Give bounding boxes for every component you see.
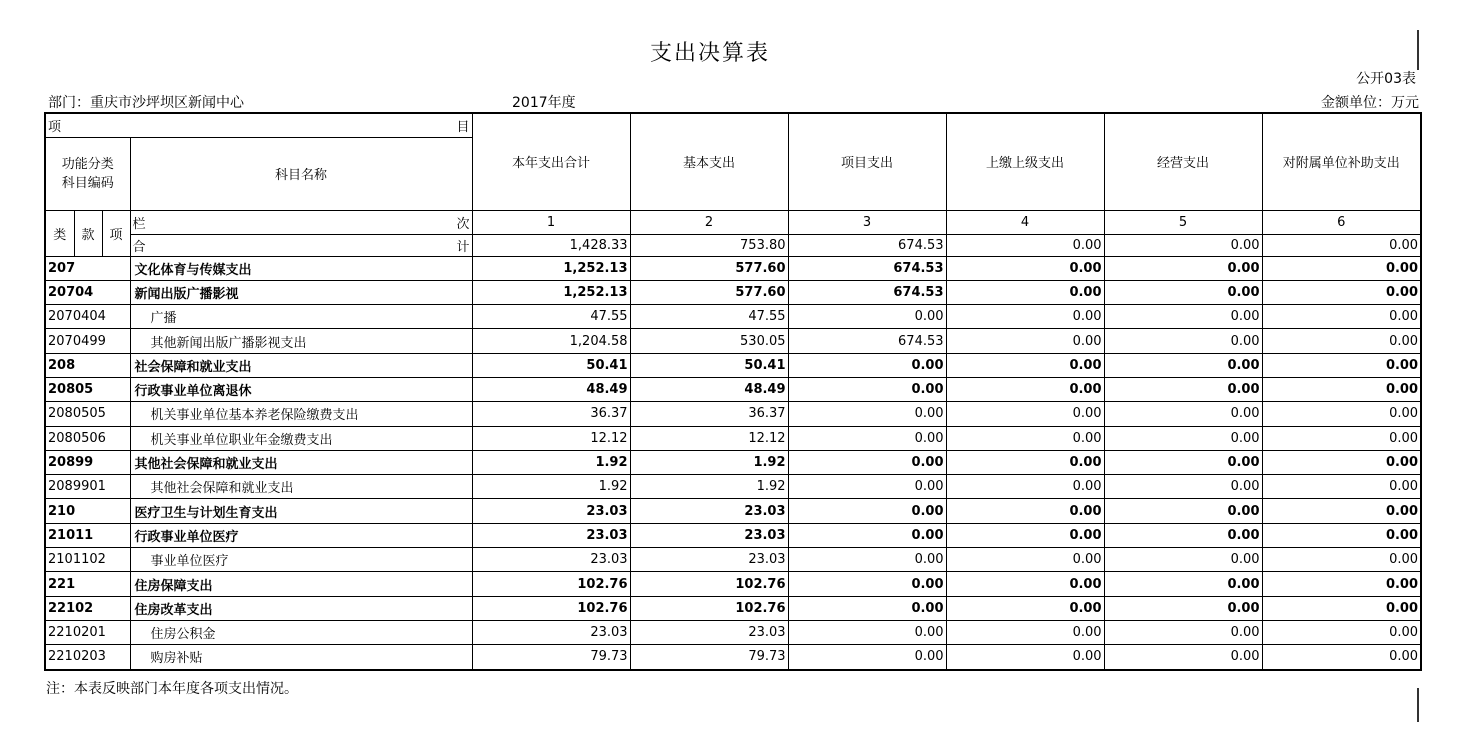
row-code: 2080506	[45, 426, 130, 450]
total-label-right: 计	[456, 239, 470, 255]
row-value-1: 50.41	[472, 353, 630, 377]
row-value-5: 0.00	[1104, 329, 1262, 353]
row-value-5: 0.00	[1104, 280, 1262, 304]
table-row	[45, 548, 1421, 572]
table-row	[45, 450, 1421, 474]
row-value-6: 0.00	[1262, 499, 1421, 523]
col-header-1: 本年支出合计	[472, 113, 630, 210]
row-value-4: 0.00	[946, 475, 1104, 499]
row-value-6: 0.00	[1262, 645, 1421, 670]
row-value-3: 674.53	[788, 256, 946, 280]
row-subject-name: 购房补贴	[130, 645, 472, 670]
row-value-3: 0.00	[788, 426, 946, 450]
row-value-1: 102.76	[472, 572, 630, 596]
row-subject-name: 广播	[130, 305, 472, 329]
row-value-5: 0.00	[1104, 572, 1262, 596]
row-subject-name: 机关事业单位基本养老保险缴费支出	[130, 402, 472, 426]
table-note: 注：本表反映部门本年度各项支出情况。	[46, 681, 298, 697]
table-row	[45, 402, 1421, 426]
table-row	[45, 499, 1421, 523]
col-header-3: 项目支出	[788, 113, 946, 210]
row-value-6: 0.00	[1262, 329, 1421, 353]
row-value-3: 674.53	[788, 329, 946, 353]
col-number-4: 4	[946, 210, 1104, 234]
row-value-1: 48.49	[472, 377, 630, 401]
row-value-3: 0.00	[788, 499, 946, 523]
table-row	[45, 523, 1421, 547]
row-value-4: 0.00	[946, 305, 1104, 329]
row-value-2: 23.03	[630, 499, 788, 523]
row-subject-name: 其他新闻出版广播影视支出	[130, 329, 472, 353]
row-value-1: 1,252.13	[472, 256, 630, 280]
row-value-5: 0.00	[1104, 548, 1262, 572]
row-value-3: 0.00	[788, 620, 946, 644]
table-row	[45, 256, 1421, 280]
table-row	[45, 353, 1421, 377]
col-number-1: 1	[472, 210, 630, 234]
row-subject-name: 住房公积金	[130, 620, 472, 644]
page-edge-mark	[1417, 30, 1419, 70]
row-value-4: 0.00	[946, 280, 1104, 304]
row-value-4: 0.00	[946, 377, 1104, 401]
row-value-1: 23.03	[472, 620, 630, 644]
row-value-1: 1.92	[472, 475, 630, 499]
total-value-3: 674.53	[788, 234, 946, 256]
table-row	[45, 426, 1421, 450]
page-title: 支出决算表	[649, 41, 770, 66]
amount-unit: 金额单位：万元	[1321, 95, 1419, 111]
col-number-3: 3	[788, 210, 946, 234]
table-row	[45, 475, 1421, 499]
row-value-2: 530.05	[630, 329, 788, 353]
row-value-1: 1,204.58	[472, 329, 630, 353]
row-value-1: 47.55	[472, 305, 630, 329]
row-value-4: 0.00	[946, 450, 1104, 474]
total-label-cell	[130, 234, 472, 256]
total-row	[45, 234, 1421, 256]
expenditure-table	[44, 112, 1422, 671]
row-code: 207	[45, 256, 130, 280]
row-code: 2210203	[45, 645, 130, 670]
row-value-5: 0.00	[1104, 450, 1262, 474]
row-value-4: 0.00	[946, 402, 1104, 426]
row-subject-name: 行政事业单位医疗	[130, 523, 472, 547]
row-value-1: 23.03	[472, 548, 630, 572]
table-row	[45, 280, 1421, 304]
row-value-3: 0.00	[788, 377, 946, 401]
row-value-4: 0.00	[946, 329, 1104, 353]
row-subject-name: 事业单位医疗	[130, 548, 472, 572]
row-value-6: 0.00	[1262, 280, 1421, 304]
row-code: 20805	[45, 377, 130, 401]
row-value-1: 23.03	[472, 499, 630, 523]
row-code: 208	[45, 353, 130, 377]
total-value-6: 0.00	[1262, 234, 1421, 256]
col-header-5: 经营支出	[1104, 113, 1262, 210]
row-subject-name: 住房改革支出	[130, 596, 472, 620]
col-xiang-header: 项	[102, 210, 130, 256]
row-value-3: 674.53	[788, 280, 946, 304]
col-header-2: 基本支出	[630, 113, 788, 210]
row-code: 20704	[45, 280, 130, 304]
total-label-left: 合	[132, 239, 146, 255]
row-value-4: 0.00	[946, 572, 1104, 596]
fiscal-year: 2017年度	[512, 95, 576, 111]
row-value-4: 0.00	[946, 645, 1104, 670]
row-code: 2070404	[45, 305, 130, 329]
page-edge-mark-bottom	[1417, 688, 1419, 722]
row-code: 210	[45, 499, 130, 523]
lan-cell	[130, 210, 472, 234]
subject-name-header: 科目名称	[130, 137, 472, 210]
row-value-2: 102.76	[630, 572, 788, 596]
row-value-5: 0.00	[1104, 499, 1262, 523]
total-value-4: 0.00	[946, 234, 1104, 256]
row-value-2: 23.03	[630, 620, 788, 644]
row-value-6: 0.00	[1262, 305, 1421, 329]
row-subject-name: 机关事业单位职业年金缴费支出	[130, 426, 472, 450]
header-row-lan	[45, 210, 1421, 234]
row-value-5: 0.00	[1104, 475, 1262, 499]
col-header-4: 上缴上级支出	[946, 113, 1104, 210]
row-value-3: 0.00	[788, 305, 946, 329]
row-value-5: 0.00	[1104, 596, 1262, 620]
row-value-2: 577.60	[630, 256, 788, 280]
row-value-5: 0.00	[1104, 377, 1262, 401]
row-subject-name: 其他社会保障和就业支出	[130, 450, 472, 474]
row-value-2: 50.41	[630, 353, 788, 377]
row-value-3: 0.00	[788, 402, 946, 426]
col-header-6: 对附属单位补助支出	[1262, 113, 1421, 210]
row-code: 2089901	[45, 475, 130, 499]
row-code: 20899	[45, 450, 130, 474]
row-value-6: 0.00	[1262, 450, 1421, 474]
meta-row	[46, 92, 1419, 112]
row-value-6: 0.00	[1262, 377, 1421, 401]
row-subject-name: 行政事业单位离退休	[130, 377, 472, 401]
col-number-5: 5	[1104, 210, 1262, 234]
row-value-6: 0.00	[1262, 402, 1421, 426]
row-value-2: 1.92	[630, 450, 788, 474]
table-row	[45, 305, 1421, 329]
row-value-6: 0.00	[1262, 572, 1421, 596]
row-value-3: 0.00	[788, 645, 946, 670]
row-value-6: 0.00	[1262, 620, 1421, 644]
row-value-1: 12.12	[472, 426, 630, 450]
row-value-1: 36.37	[472, 402, 630, 426]
row-value-1: 1.92	[472, 450, 630, 474]
row-value-2: 102.76	[630, 596, 788, 620]
row-value-2: 12.12	[630, 426, 788, 450]
row-value-6: 0.00	[1262, 523, 1421, 547]
total-value-2: 753.80	[630, 234, 788, 256]
table-row	[45, 596, 1421, 620]
row-value-4: 0.00	[946, 426, 1104, 450]
row-value-2: 48.49	[630, 377, 788, 401]
total-value-1: 1,428.33	[472, 234, 630, 256]
row-value-5: 0.00	[1104, 645, 1262, 670]
col-kuan-header: 款	[74, 210, 102, 256]
lan-label-right: 次	[456, 216, 470, 232]
department-label: 部门：重庆市沙坪坝区新闻中心	[48, 95, 244, 111]
row-code: 2080505	[45, 402, 130, 426]
row-value-3: 0.00	[788, 596, 946, 620]
total-value-5: 0.00	[1104, 234, 1262, 256]
row-value-2: 577.60	[630, 280, 788, 304]
col-lei-header: 类	[45, 210, 74, 256]
row-code: 2210201	[45, 620, 130, 644]
row-value-4: 0.00	[946, 353, 1104, 377]
row-value-4: 0.00	[946, 548, 1104, 572]
col-number-6: 6	[1262, 210, 1421, 234]
row-value-6: 0.00	[1262, 256, 1421, 280]
row-value-2: 47.55	[630, 305, 788, 329]
item-header-cell	[45, 113, 472, 137]
row-value-2: 36.37	[630, 402, 788, 426]
row-value-4: 0.00	[946, 256, 1104, 280]
item-label-left: 项	[48, 119, 62, 135]
row-code: 2101102	[45, 548, 130, 572]
row-value-2: 23.03	[630, 523, 788, 547]
row-value-1: 79.73	[472, 645, 630, 670]
row-value-6: 0.00	[1262, 475, 1421, 499]
row-value-3: 0.00	[788, 572, 946, 596]
row-value-1: 1,252.13	[472, 280, 630, 304]
table-row	[45, 645, 1421, 670]
header-row-item	[45, 113, 1421, 137]
row-value-5: 0.00	[1104, 402, 1262, 426]
lan-label-left: 栏	[132, 216, 146, 232]
row-value-5: 0.00	[1104, 256, 1262, 280]
table-row	[45, 572, 1421, 596]
row-value-5: 0.00	[1104, 305, 1262, 329]
row-value-6: 0.00	[1262, 548, 1421, 572]
row-value-5: 0.00	[1104, 620, 1262, 644]
row-value-6: 0.00	[1262, 426, 1421, 450]
row-value-4: 0.00	[946, 620, 1104, 644]
row-value-4: 0.00	[946, 596, 1104, 620]
row-value-1: 102.76	[472, 596, 630, 620]
row-value-5: 0.00	[1104, 523, 1262, 547]
row-value-3: 0.00	[788, 450, 946, 474]
row-code: 21011	[45, 523, 130, 547]
document-number: 公开03表	[1356, 71, 1416, 87]
row-value-6: 0.00	[1262, 353, 1421, 377]
table-row	[45, 329, 1421, 353]
row-value-2: 1.92	[630, 475, 788, 499]
row-subject-name: 医疗卫生与计划生育支出	[130, 499, 472, 523]
col-number-2: 2	[630, 210, 788, 234]
row-value-2: 23.03	[630, 548, 788, 572]
row-value-6: 0.00	[1262, 596, 1421, 620]
row-value-3: 0.00	[788, 548, 946, 572]
code-group-header: 功能分类 科目编码	[45, 137, 130, 210]
table-row	[45, 377, 1421, 401]
row-code: 22102	[45, 596, 130, 620]
row-value-5: 0.00	[1104, 426, 1262, 450]
row-subject-name: 住房保障支出	[130, 572, 472, 596]
row-code: 2070499	[45, 329, 130, 353]
row-value-3: 0.00	[788, 353, 946, 377]
row-value-2: 79.73	[630, 645, 788, 670]
row-subject-name: 文化体育与传媒支出	[130, 256, 472, 280]
row-value-3: 0.00	[788, 475, 946, 499]
row-value-4: 0.00	[946, 499, 1104, 523]
row-value-3: 0.00	[788, 523, 946, 547]
row-value-1: 23.03	[472, 523, 630, 547]
row-value-4: 0.00	[946, 523, 1104, 547]
row-value-5: 0.00	[1104, 353, 1262, 377]
row-subject-name: 社会保障和就业支出	[130, 353, 472, 377]
item-label-right: 目	[456, 119, 470, 135]
table-row	[45, 620, 1421, 644]
row-subject-name: 新闻出版广播影视	[130, 280, 472, 304]
row-code: 221	[45, 572, 130, 596]
row-subject-name: 其他社会保障和就业支出	[130, 475, 472, 499]
